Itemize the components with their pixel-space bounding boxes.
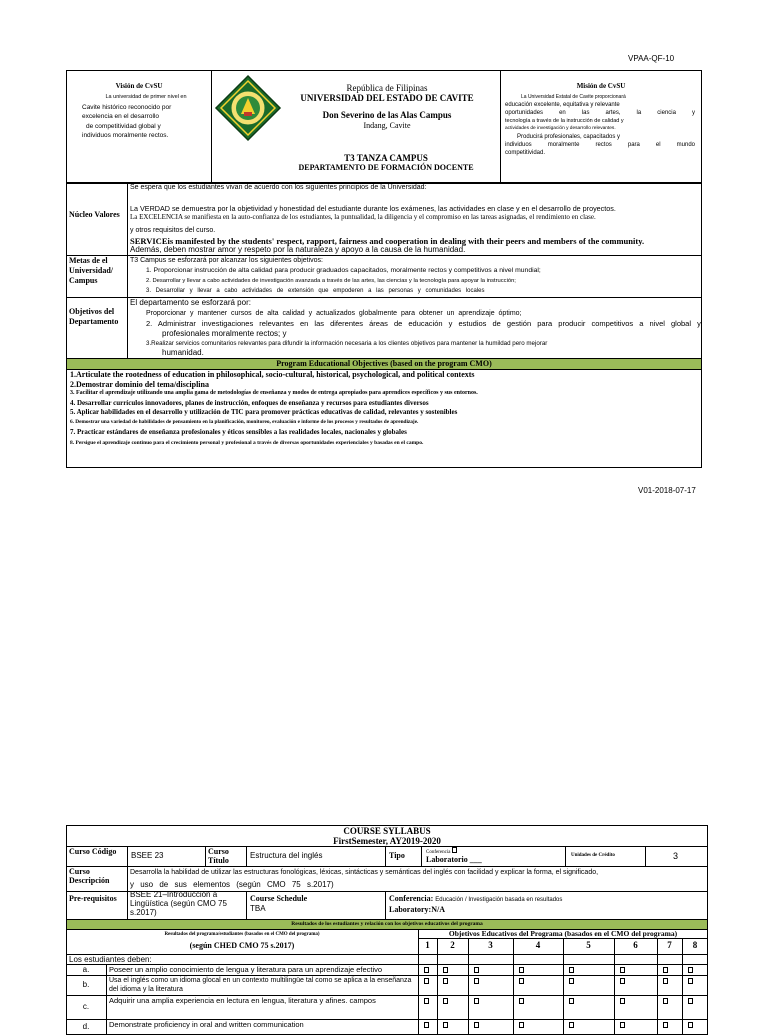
peo-checkbox[interactable] <box>620 978 625 984</box>
outcome-text: Poseer un amplio conocimiento de lengua y literatura para un aprendizaje efectivo <box>109 965 383 974</box>
peo-column-divider <box>682 938 683 1035</box>
peo-checkbox[interactable] <box>663 1022 668 1028</box>
peo-checkbox[interactable] <box>569 967 574 973</box>
peo-column: Objetivos Educativos del Programa (basados en el CMO del programa) <box>448 929 678 938</box>
core-value-service-cont: Además, deben mostrar amor y respeto por la naturaleza y apoyo a la causa de la humanidad. <box>130 245 466 254</box>
peo-checkbox[interactable] <box>424 1022 429 1028</box>
peo-checkbox[interactable] <box>688 967 693 973</box>
course-code: BSEE 23 <box>131 851 164 860</box>
outcomes-column-ref: (según CHED CMO 75 s.2017) <box>189 941 295 950</box>
peo-checkbox[interactable] <box>474 998 479 1004</box>
syllabus-title: COURSE SYLLABUS <box>343 826 431 836</box>
peo-column-divider <box>437 938 438 1035</box>
schedule-label: Course Schedule <box>250 894 308 903</box>
dept-objectives-label: Objetivos del Departamento <box>69 307 119 326</box>
core-value-excellence: La EXCELENCIA se manifiesta en la auto-confianza de los estudiantes, la puntualidad, la diligencia y el compromiso en las tareas asignadas, el rendimiento en clase. <box>130 213 596 221</box>
peo-checkbox[interactable] <box>569 978 574 984</box>
laboratory-label: Laboratory:N/A <box>389 905 445 914</box>
core-values-intro: Se espera que los estudiantes vivan de acuerdo con los siguientes principios de la Universidad: <box>130 184 427 191</box>
peo-number-5: 5 <box>586 940 591 950</box>
conferencia-label: Conferencia: Educación / Investigación basada en resultados <box>389 894 563 903</box>
outcome-text: Usa el inglés como un idioma glocal en un contexto multilingüe tal como se aplica a la enseñanza del idioma y la literatura <box>109 977 412 993</box>
dept-objective-2: 2. Administrar investigaciones relevantes en las diferentes áreas de educación y estudios de gestión para producir competitivos a nivel global y <box>146 319 701 328</box>
course-desc-label: Curso Descripción <box>69 867 110 885</box>
peo-checkbox[interactable] <box>663 978 668 984</box>
cvsu-seal-logo <box>214 74 282 142</box>
peo-number-2: 2 <box>450 940 455 950</box>
peo-checkbox[interactable] <box>688 978 693 984</box>
outcome-letter: c. <box>82 1002 90 1011</box>
republic-label: República de Filipinas <box>346 83 428 93</box>
peo-checkbox[interactable] <box>663 967 668 973</box>
credit-units: 3 <box>673 851 679 861</box>
campus-goals-intro: T3 Campus se esforzará por alcanzar los siguientes objetivos: <box>130 257 323 264</box>
campus-goal-3: 3. Desarrollar y llevar a cabo actividades de extensión que empoderen a las personas y comunidades locales <box>146 288 485 294</box>
peo-item: 5. Aplicar habilidades en el desarrollo y utilización de TIC para promover prácticas educativas de calidad, relevantes y sostenibles <box>70 408 458 416</box>
version-code: V01-2018-07-17 <box>638 486 696 495</box>
peo-checkbox[interactable] <box>519 1022 524 1028</box>
type-conferencia: Conferencia <box>426 847 457 856</box>
type-laboratorio: Laboratorio ___ <box>426 855 482 864</box>
peo-number-7: 7 <box>667 940 672 950</box>
outcome-text: Demonstrate proficiency in oral and written communication <box>109 1020 304 1029</box>
peo-column-divider <box>563 938 564 1035</box>
prereq-label: Pre-requisitos <box>69 894 117 903</box>
peo-number-4: 4 <box>535 940 541 950</box>
core-value-truth: La VERDAD se demuestra por la objetividad y honestidad del estudiante durante los exámenes, las actividades en clase y en el desarrollo de proyectos. <box>130 204 616 213</box>
peo-list <box>70 370 698 449</box>
peo-checkbox[interactable] <box>474 967 479 973</box>
outcome-letter: d. <box>82 1022 90 1031</box>
outcomes-header: Resultados de los estudiantes y relación con los objetivos educativos del programa <box>67 920 707 929</box>
peo-checkbox[interactable] <box>620 967 625 973</box>
peo-number-1: 1 <box>425 940 430 950</box>
students-must-label: Los estudiantes deben: <box>69 955 152 964</box>
dept-objectives-intro: El departamento se esforzará por: <box>130 298 251 307</box>
peo-item: 2.Demostrar dominio del tema/disciplina <box>70 379 209 389</box>
core-value-excellence-cont: y otros requisitos del curso. <box>130 227 216 234</box>
peo-item: 8. Persigue el aprendizaje continuo para el crecimiento personal y profesional a través de diversas oportunidades experienciales y basadas en el campo. <box>70 440 424 446</box>
peo-checkbox[interactable] <box>424 967 429 973</box>
prerequisite: BSEE 21–Introducción a Lingüística (según CMO 75 s.2017) <box>130 890 227 917</box>
campus-location: Indang, Cavite <box>363 121 411 130</box>
peo-checkbox[interactable] <box>474 1022 479 1028</box>
core-values-label: Núcleo Valores <box>69 210 120 219</box>
peo-checkbox[interactable] <box>569 998 574 1004</box>
peo-item: 7. Practicar estándares de enseñanza profesionales y éticos sensibles a las realidades locales, nacionales y globales <box>70 428 407 436</box>
peo-column-divider <box>513 938 514 1035</box>
credit-units-label: Unidades de Crédito <box>571 853 615 858</box>
campus-name: Don Severino de las Alas Campus <box>322 110 452 120</box>
outcomes-column: Resultados del programa/estudiantes (basados en el CMO del programa) <box>164 932 320 937</box>
peo-checkbox[interactable] <box>519 978 524 984</box>
peo-checkbox[interactable] <box>569 1022 574 1028</box>
course-description-cont: y uso de sus elementos (según CMO 75 s.2017) <box>130 880 334 889</box>
peo-checkbox[interactable] <box>443 998 448 1004</box>
peo-item: 6. Demostrar una variedad de habilidades de pensamiento en la planificación, monitoreo, evaluación e informe de los procesos y resultados de aprendizaje. <box>70 418 419 425</box>
course-title: Estructura del inglés <box>250 851 323 860</box>
dept-objective-2-cont: profesionales moralmente rectos; y <box>162 329 287 338</box>
peo-column-divider <box>657 938 658 1035</box>
peo-checkbox[interactable] <box>443 1022 448 1028</box>
mission-text: La Universidad Estatal de Cavite proporcionará educación excelente, equitativa y relevante oportunidades en las artes, la ciencia y tecnología a través de la instrucción de calidad y actividades de investigación y desarrollo relevantes. Producirá profesionales, capacitados y individuos moralmente rectos para el mundo competitividad. <box>505 94 695 156</box>
campus-goals-label: Metas de el Universidad/ Campus <box>69 256 114 285</box>
course-title-label: Curso Título <box>208 847 229 865</box>
dept-objective-3-cont: humanidad. <box>162 348 204 357</box>
university-name: UNIVERSIDAD DEL ESTADO DE CAVITE <box>300 93 474 103</box>
department-name: DEPARTAMENTO DE FORMACIÓN DOCENTE <box>298 163 474 172</box>
mission-title: Misión de CvSU <box>576 82 626 90</box>
peo-checkbox[interactable] <box>474 978 479 984</box>
conferencia-value: Educación / Investigación basada en resultados <box>435 897 563 903</box>
peo-column-divider <box>614 938 615 1035</box>
outcome-letter: a. <box>82 964 90 974</box>
outcome-letter: b. <box>82 980 90 989</box>
document-code: VPAA-QF-10 <box>628 54 675 63</box>
unit-name: T3 TANZA CAMPUS <box>344 153 428 163</box>
core-value-service: SERVICEis manifested by the students' respect, rapport, fairness and cooperation in dealing with their peers and members of the community. <box>130 236 645 246</box>
course-type-label: Tipo <box>389 851 405 860</box>
dept-objective-1: Proporcionar y mantener cursos de alta calidad y actualizados globalmente para obtener un aprendizaje óptimo; <box>146 310 522 317</box>
course-code-label: Curso Código <box>69 847 117 856</box>
peo-checkbox[interactable] <box>620 1022 625 1028</box>
conferencia-checkbox[interactable] <box>452 847 457 853</box>
schedule: TBA <box>250 904 266 913</box>
syllabus-semester: FirstSemester, AY2019-2020 <box>333 836 441 846</box>
dept-objective-3: 3.Realizar servicios comunitarios relevantes para difundir la información necesaria a los clientes objetivos para mantener la humildad pero mejorar <box>146 340 548 347</box>
course-description: Desarrolla la habilidad de utilizar las estructuras fonológicas, léxicas, sintácticas y semánticas del inglés con facilidad y explicar la forma, el significado, <box>130 869 599 876</box>
peo-checkbox[interactable] <box>688 1022 693 1028</box>
peo-checkbox[interactable] <box>620 998 625 1004</box>
peo-title: Program Educational Objectives (based on the program CMO) <box>67 359 701 369</box>
vision-text: La universidad de primer nivel en Cavite histórico reconocido por excelencia en el desarrollo de competitividad global y individuos moralmente rectos. <box>82 94 187 139</box>
peo-checkbox[interactable] <box>443 978 448 984</box>
vision-title: Visión de CvSU <box>115 82 163 90</box>
peo-number-3: 3 <box>488 940 493 950</box>
peo-column-divider <box>468 938 469 1035</box>
peo-checkbox[interactable] <box>663 998 668 1004</box>
campus-goal-1: 1. Proporcionar instrucción de alta calidad para producir graduados capacitados, moralmente rectos y competitivos a nivel mundial; <box>146 267 541 274</box>
peo-checkbox[interactable] <box>443 967 448 973</box>
peo-item: 1.Articulate the rootedness of education in philosophical, socio-cultural, historical, psychological, and political contexts <box>70 370 475 379</box>
campus-goal-2: 2. Desarrollar y llevar a cabo actividades de investigación avanzada a través de las artes, las ciencias y la tecnología para apoyar la instrucción; <box>146 278 516 284</box>
peo-checkbox[interactable] <box>519 998 524 1004</box>
peo-number-6: 6 <box>633 940 638 950</box>
outcome-text: Adquirir una amplia experiencia en lectura en lengua, literatura y afines. campos <box>109 996 376 1005</box>
peo-checkbox[interactable] <box>688 998 693 1004</box>
peo-checkbox[interactable] <box>424 978 429 984</box>
peo-item: 3. Facilitar el aprendizaje utilizando una amplia gama de metodologías de enseñanza y modos de entrega apropiados para aprendices específicos y sus entornos. <box>70 390 478 396</box>
peo-number-8: 8 <box>692 940 698 950</box>
peo-checkbox[interactable] <box>519 967 524 973</box>
peo-checkbox[interactable] <box>424 998 429 1004</box>
peo-item: 4. Desarrollar currículos innovadores, planes de instrucción, enfoques de enseñanza y recursos para estudiantes diversos <box>70 398 429 407</box>
